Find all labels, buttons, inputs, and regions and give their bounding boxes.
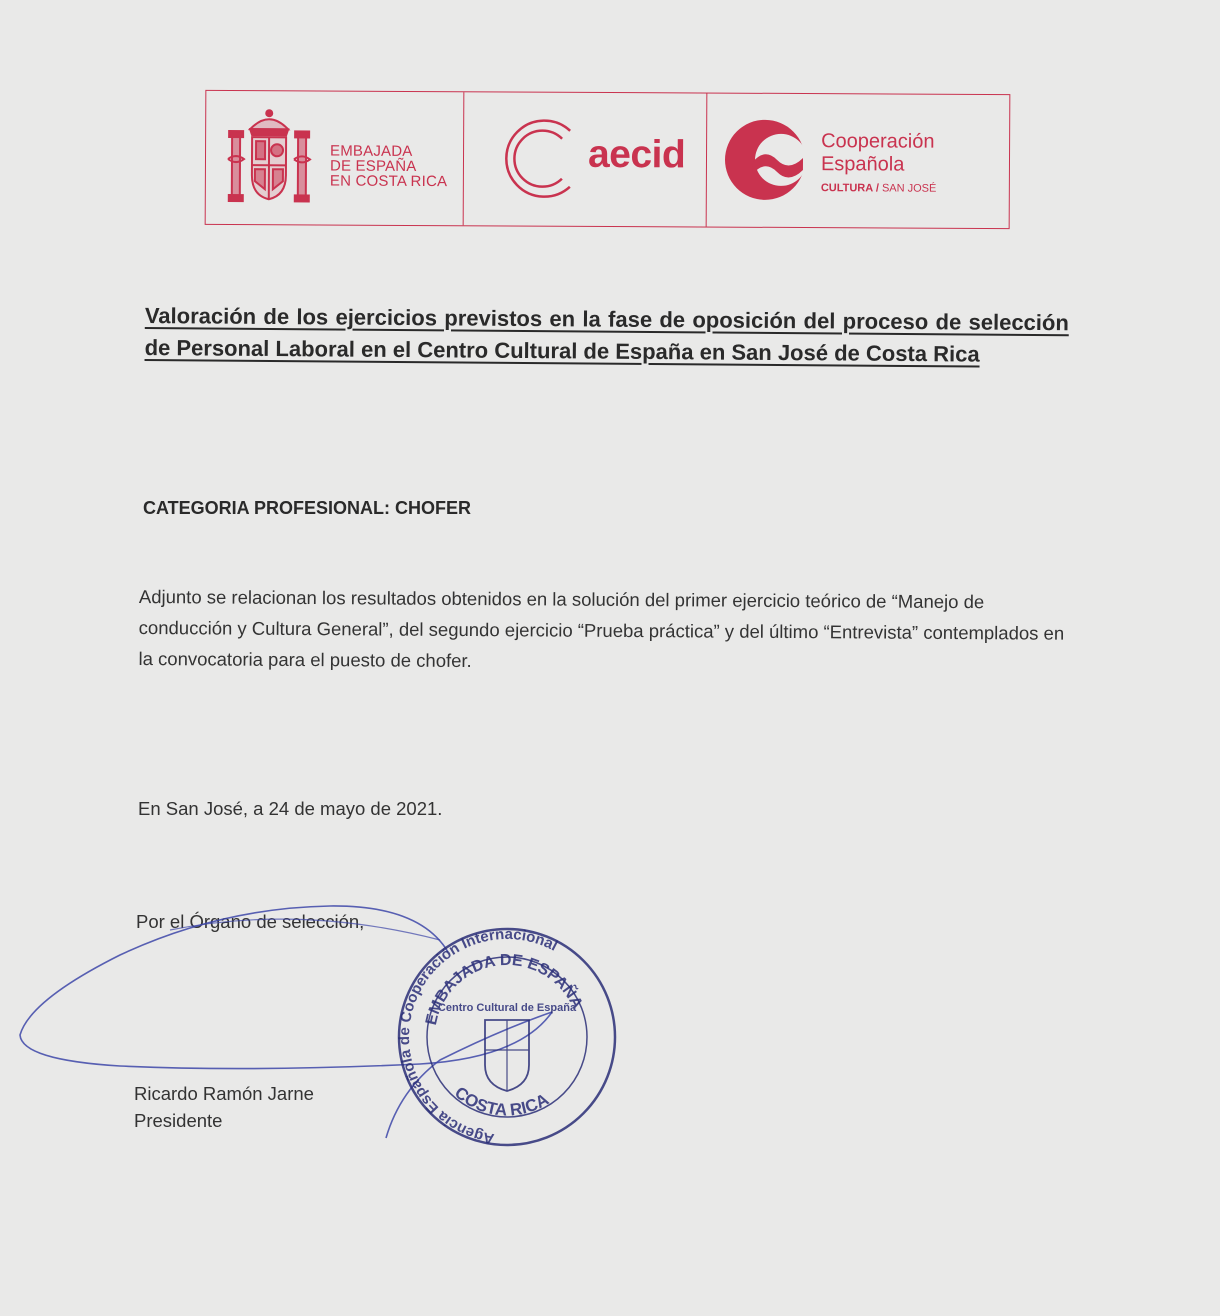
aecid-block <box>464 92 708 226</box>
stamp-bottom-text: COSTA RICA <box>451 1082 552 1120</box>
letterhead <box>205 90 1011 229</box>
cooperacion-subtitle <box>821 182 937 195</box>
signer-block <box>134 1080 314 1134</box>
embassy-block <box>206 91 465 225</box>
document-title: Valoración de los ejercicios previstos en la fase de oposición del proceso de selección de Personal Laboral en el Centro Cultural de España en San José de Costa Rica <box>144 302 1069 367</box>
coat-of-arms-icon <box>224 105 315 205</box>
cooperacion-sub-thin: SAN JOSÉ <box>881 182 937 195</box>
embassy-line-2: DE ESPAÑA <box>329 157 417 176</box>
date-line: En San José, a 24 de mayo de 2021. <box>138 798 443 819</box>
stamp-inner-text: EMBAJADA DE ESPAÑA <box>423 951 586 1027</box>
cooperacion-block <box>707 94 1010 229</box>
cooperacion-name <box>821 130 937 195</box>
professional-category: CATEGORIA PROFESIONAL: CHOFER <box>143 498 471 518</box>
cooperacion-line-2: Española <box>820 153 905 176</box>
embassy-line-3: EN COSTA RICA <box>329 172 448 191</box>
official-stamp-icon <box>395 925 620 1150</box>
cooperacion-line-1: Cooperación <box>821 130 935 153</box>
cooperacion-logo-icon <box>723 118 807 202</box>
embassy-name <box>330 144 448 190</box>
cooperacion-sub-bold: CULTURA / <box>820 182 879 195</box>
stamp-center-text: Centro Cultural de España <box>437 1002 577 1014</box>
embassy-line-1: EMBAJADA <box>329 142 413 160</box>
signer-label: Por el Órgano de selección, <box>136 911 365 932</box>
aecid-logo-icon <box>492 112 577 204</box>
signer-name: Ricardo Ramón Jarne <box>134 1083 314 1104</box>
stamp-outer-text: Agencia Española de Cooperación Internacional <box>395 925 561 1148</box>
aecid-label: aecid <box>587 132 686 177</box>
signer-role: Presidente <box>134 1110 223 1131</box>
body-paragraph: Adjunto se relacionan los resultados obtenidos en la solución del primer ejercicio teórico de “Manejo de conducción y Cultura General”, del segundo ejercicio “Prueba práctica” y del último “Entrevista” contemplados en la convocatoria para el puesto de chofer. <box>138 585 1065 672</box>
